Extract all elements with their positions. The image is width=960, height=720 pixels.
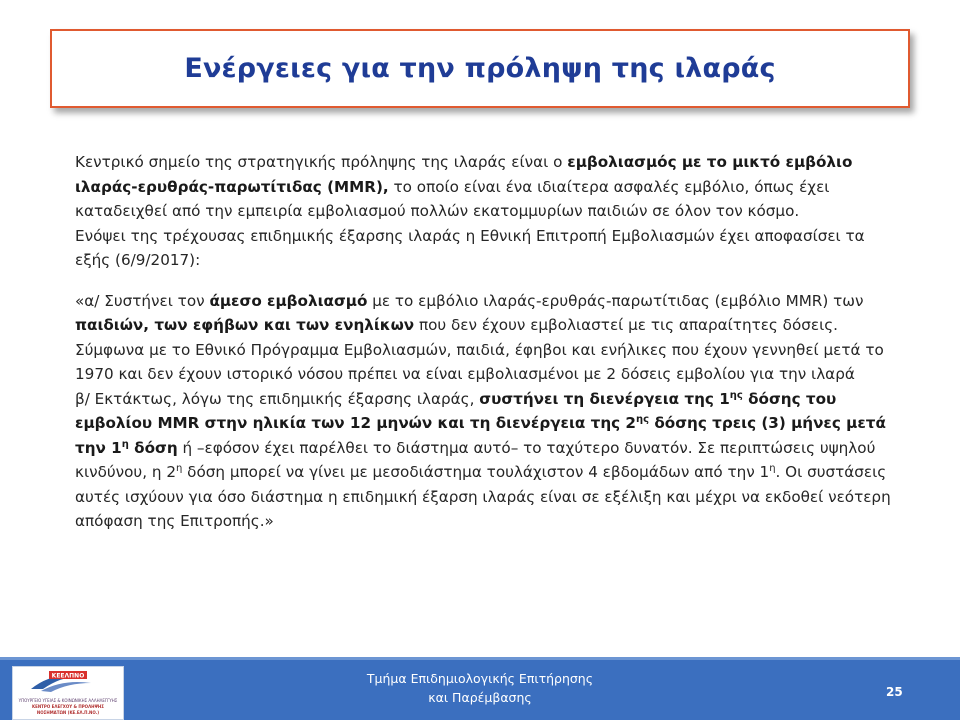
footer-department [330, 669, 630, 707]
footer-department-line1: Τμήμα Επιδημιολογικής Επιτήρησης [366, 671, 594, 686]
footer-bar [0, 657, 960, 720]
p4-bold-2: δόσης του εμβολίου MMR στην ηλικία των 12 μηνών και τη διενέργεια της 2 [75, 389, 837, 432]
footer-department-line2: και Παρέμβασης [428, 690, 532, 705]
p3-text-c: με το εμβόλιο ιλαράς-ερυθράς-παρωτίτιδας (εμβόλιο MMR) των [367, 291, 864, 310]
p4-bold-3: δόσης τρεις (3) μήνες μετά την 1 [75, 414, 886, 457]
title-box [50, 29, 910, 108]
p4-text-a: β/ Εκτάκτως, λόγω της επιδημικής έξαρσης ιλαράς, [75, 389, 480, 408]
paragraph-recommendation-a [75, 289, 895, 387]
p4-text-c: ή –εφόσον έχει παρέλθει το διάστημα αυτό– το ταχύτερο δυνατόν. Σε περιπτώσεις υψηλού κινδύνου, η 2 [75, 438, 876, 481]
keelpno-logo [12, 666, 124, 720]
logo-caption-1: ΥΠΟΥΡΓΕΙΟ ΥΓΕΙΑΣ & ΚΟΙΝΩΝΙΚΗΣ ΑΛΛΗΛΕΓΓΥΗΣ [18, 698, 118, 703]
logo-text: ΚΕΕΛΠΝΟ [51, 672, 85, 680]
p4-sup-1: ης [729, 389, 743, 401]
p4-text-d: δόση μπορεί να γίνει με μεσοδιάστημα τουλάχιστον 4 εβδομάδων από την 1 [182, 463, 770, 481]
p3-text-e: που δεν έχουν εμβολιαστεί με τις απαραίτητες δόσεις. Σύμφωνα με το Εθνικό Πρόγραμμα Εμβολιασμών, παιδιά, έφηβοι και ενήλικες που έχουν γεννηθεί μετά το 1970 και δεν έχουν ιστορικό νόσου πρέπει να είναι εμβολιασμένοι με 2 δόσεις εμβολίου για την ιλαρά [75, 316, 884, 383]
p4-sup-2: ης [636, 414, 650, 425]
p2-text: Ενόψει της τρέχουσας επιδημικής έξαρσης ιλαράς η Εθνική Επιτροπή Εμβολιασμών έχει αποφασίσει τα εξής (6/9/2017): [75, 226, 865, 269]
body-text [75, 150, 895, 534]
p1-bold: εμβολιασμός με το μικτό εμβόλιο ιλαράς-ερυθράς-παρωτίτιδας (MMR), [75, 153, 853, 196]
p4-sup-3: η [121, 438, 129, 450]
logo-graphic-icon [13, 667, 123, 697]
paragraph-recommendation-b [75, 387, 895, 534]
p4-sup-4: η [176, 463, 183, 474]
page-number: 25 [886, 685, 903, 699]
p4-bold-1: συστήνει τη διενέργεια της 1 [479, 389, 730, 408]
logo-caption-2: ΚΕΝΤΡΟ ΕΛΕΓΧΟΥ & ΠΡΟΛΗΨΗΣ [32, 704, 104, 709]
p1-text-end: το οποίο είναι ένα ιδιαίτερα ασφαλές εμβόλιο, όπως έχει καταδειχθεί από την εμπειρία εμβολιασμού πολλών εκατομμυρίων παιδιών σε όλον τον κόσμο. [75, 177, 830, 220]
p3-bold-d: παιδιών, των εφήβων και των ενηλίκων [75, 316, 415, 334]
slide-title: Ενέργειες για την πρόληψη της ιλαράς [184, 53, 776, 84]
p4-bold-4: δόση [128, 438, 178, 457]
paragraph-vaccination-intro [75, 150, 895, 224]
p3-text-a: «α/ Συστήνει τον [75, 291, 210, 310]
p1-text: Κεντρικό σημείο της στρατηγικής πρόληψης της ιλαράς είναι ο [75, 153, 568, 171]
p3-bold-b: άμεσο εμβολιασμό [209, 291, 368, 310]
logo-caption-3: ΝΟΣΗΜΑΤΩΝ (ΚΕ.ΕΛ.Π.ΝΟ.) [36, 710, 100, 715]
paragraph-committee-decision [75, 224, 895, 273]
p4-text-e: . Οι συστάσεις αυτές ισχύουν για όσο διάστημα η επιδημική έξαρση ιλαράς είναι σε εξέλιξη και μέχρι να εκδοθεί νεότερη απόφαση της Επιτροπής.» [75, 463, 891, 530]
p4-sup-5: η [769, 463, 776, 474]
